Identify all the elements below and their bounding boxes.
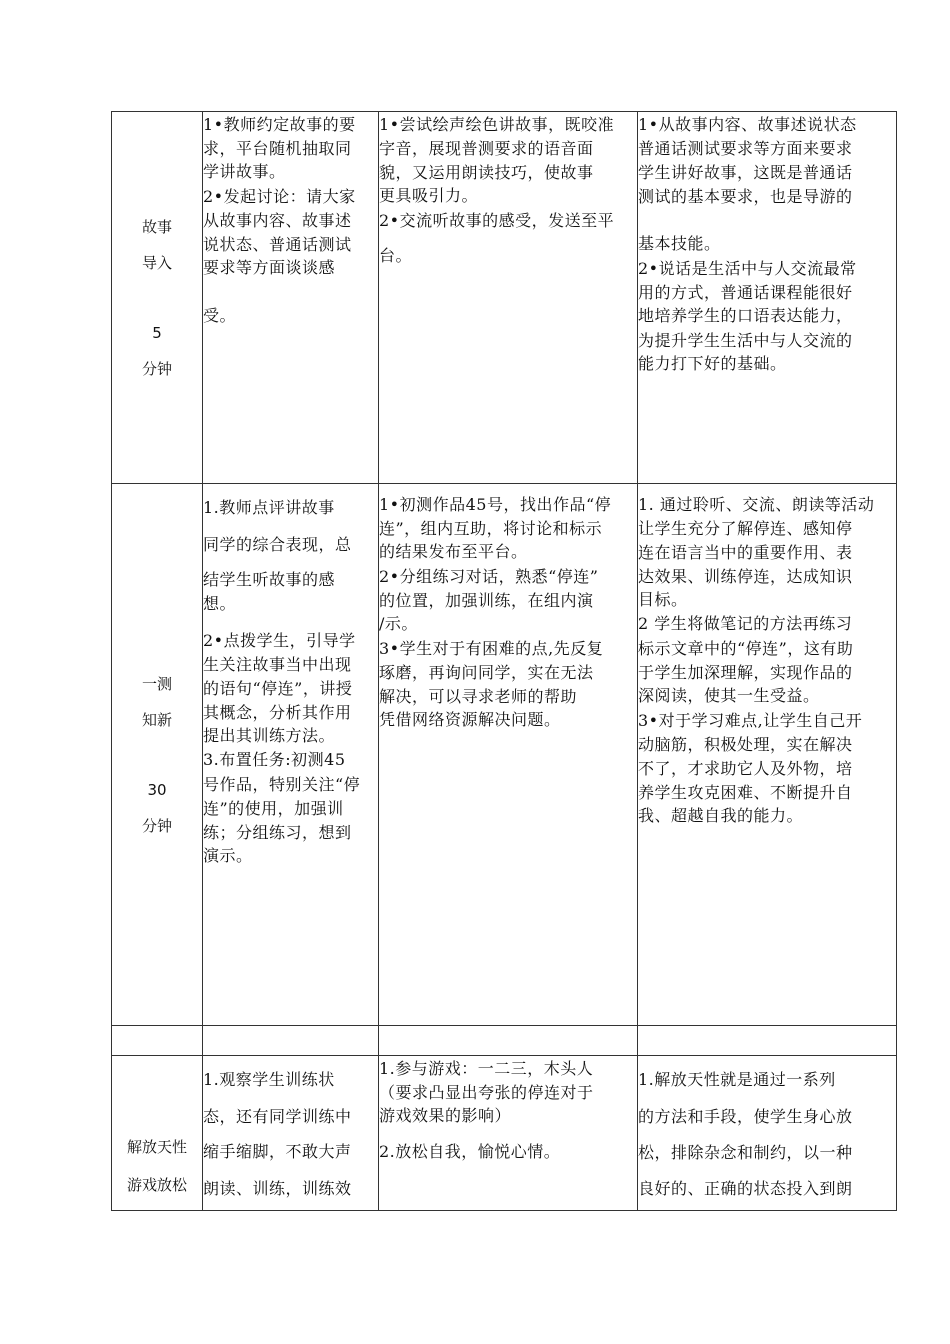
text-line: 同学的综合表现，总 (203, 535, 352, 554)
text-line: 连在语言当中的重要作用、表 (638, 543, 853, 562)
design-intent-cell (638, 1056, 897, 1211)
text-line: 为提升学生生活中与人交流的 (638, 331, 853, 350)
teacher-activity-cell (203, 1056, 379, 1211)
text-line: 貌，又运用朗读技巧，使故事 (379, 163, 594, 182)
text-line: 想。 (203, 594, 237, 613)
text-line: （要求凸显出夸张的停连对于 (379, 1083, 594, 1102)
lesson-plan-table (111, 111, 897, 1211)
text-line: 台。 (379, 246, 413, 265)
text-line: 求，平台随机抽取同 (203, 139, 352, 158)
text-line: 号作品，特别关注“停 (203, 775, 361, 794)
text-line: 养学生攻克困难、不断提升自 (638, 783, 853, 802)
stage-label-line: 解放天性 (126, 1138, 187, 1156)
text-line: 标示文章中的“停连”，这有助 (638, 639, 854, 658)
text-line: 松，排除杂念和制约，以一种 (638, 1143, 853, 1162)
text-line: 连”，组内互助，将讨论和标示 (379, 519, 603, 538)
table-row (112, 1026, 897, 1056)
text-line: 1.解放天性就是通过一系列 (638, 1070, 836, 1089)
teacher-activity-cell (203, 112, 379, 484)
text-line: 1•教师约定故事的要 (203, 115, 356, 134)
stage-duration-unit: 分钟 (141, 816, 172, 835)
text-line: 达效果、训练停连，达成知识 (638, 567, 853, 586)
text-line: 演示。 (203, 846, 253, 865)
teacher-activity-cell (203, 484, 379, 1026)
text-line: 2•交流听故事的感受，发送至平 (379, 211, 615, 230)
text-line: 1•尝试绘声绘色讲故事，既咬准 (379, 115, 615, 134)
text-line: 我、超越自我的能力。 (638, 806, 804, 825)
text-line: 2•说话是生活中与人交流最常 (638, 259, 857, 278)
text-line: 练；分组练习，想到 (203, 823, 352, 842)
text-line: 结学生听故事的感 (203, 570, 336, 589)
text-line: 说状态、普通话测试 (203, 235, 352, 254)
text-line: 受。 (203, 306, 237, 325)
text-line: 1.参与游戏：一二三，木头人 (379, 1059, 594, 1078)
text-line: 要求等方面谈谈感 (203, 258, 336, 277)
empty-cell (112, 1026, 203, 1056)
stage-label-line: 知新 (141, 710, 172, 729)
text-line: 更具吸引力。 (379, 186, 479, 205)
text-line: 态，还有同学训练中 (203, 1107, 352, 1126)
text-line: 3.布置任务:初测45 (203, 750, 346, 769)
text-line: 朗读、训练，训练效 (203, 1179, 352, 1198)
text-line: 的语句“停连”，讲授 (203, 679, 353, 698)
table-row (112, 1056, 897, 1211)
student-activity-cell (379, 1056, 638, 1211)
text-line: 3•对于学习难点,让学生自己开 (638, 711, 863, 730)
text-line: 提出其训练方法。 (203, 726, 336, 745)
text-line: 用的方式，普通话课程能很好 (638, 283, 853, 302)
text-line: 普通话测试要求等方面来要求 (638, 139, 853, 158)
text-line: 琢磨，再询问同学，实在无法 (379, 663, 594, 682)
stage-duration: 5 (152, 323, 162, 342)
text-line: 基本技能。 (638, 234, 721, 253)
text-line: 良好的、正确的状态投入到朗 (638, 1179, 853, 1198)
text-line: 游戏效果的影响） (379, 1106, 512, 1125)
text-line: 让学生充分了解停连、感知停 (638, 519, 853, 538)
text-line: 的位置，加强训练，在组内演 (379, 591, 594, 610)
text-line: 测试的基本要求，也是导游的 (638, 187, 853, 206)
text-line: 2•点拨学生，引导学 (203, 631, 356, 650)
text-line: 1.观察学生训练状 (203, 1070, 335, 1089)
text-line: 地培养学生的口语表达能力， (638, 306, 853, 325)
stage-label-cell (112, 484, 203, 1026)
stage-label-cell (112, 1056, 203, 1211)
student-activity-cell (379, 484, 638, 1026)
text-line: 2 学生将做笔记的方法再练习 (638, 614, 853, 633)
text-line: 1. 通过聆听、交流、朗读等活动 (638, 495, 875, 514)
text-line: 连”的使用，加强训 (203, 799, 344, 818)
text-line: 从故事内容、故事述 (203, 211, 352, 230)
text-line: 的方法和手段，使学生身心放 (638, 1107, 853, 1126)
stage-label-cell (112, 112, 203, 484)
text-line: 不了，才求助它人及外物，培 (638, 759, 853, 778)
text-line: 1.教师点评讲故事 (203, 498, 335, 517)
design-intent-cell (638, 112, 897, 484)
text-line: 目标。 (638, 590, 688, 609)
empty-cell (203, 1026, 379, 1056)
stage-label-line: 一测 (141, 674, 172, 693)
text-line: 于学生加深理解，实现作品的 (638, 663, 853, 682)
text-line: 动脑筋，积极处理，实在解决 (638, 735, 853, 754)
text-line: 生关注故事当中出现 (203, 655, 352, 674)
stage-duration-unit: 分钟 (141, 359, 172, 378)
text-line: 2.放松自我，愉悦心情。 (379, 1142, 561, 1161)
stage-label-line: 游戏放松 (126, 1176, 187, 1194)
text-line: /示。 (379, 614, 418, 633)
text-line: 能力打下好的基础。 (638, 354, 787, 373)
empty-cell (379, 1026, 638, 1056)
design-intent-cell (638, 484, 897, 1026)
text-line: 学讲故事。 (203, 162, 286, 181)
text-line: 凭借网络资源解决问题。 (379, 710, 561, 729)
text-line: 3•学生对于有困难的点,先反复 (379, 639, 604, 658)
stage-label-line: 导入 (141, 253, 172, 272)
text-line: 1•从故事内容、故事述说状态 (638, 115, 857, 134)
text-line: 2•发起讨论：请大家 (203, 187, 356, 206)
student-activity-cell (379, 112, 638, 484)
text-line: 深阅读，使其一生受益。 (638, 686, 820, 705)
stage-duration: 30 (147, 780, 167, 799)
text-line: 字音，展现普测要求的语音面 (379, 139, 594, 158)
text-line: 1•初测作品45号，找出作品“停 (379, 495, 612, 514)
text-line: 其概念，分析其作用 (203, 703, 352, 722)
text-line: 的结果发布至平台。 (379, 542, 528, 561)
text-line: 学生讲好故事，这既是普通话 (638, 163, 853, 182)
text-line: 解决，可以寻求老师的帮助 (379, 687, 578, 706)
stage-label-line: 故事 (141, 217, 172, 236)
table-row (112, 112, 897, 484)
table-row (112, 484, 897, 1026)
text-line: 2•分组练习对话，熟悉“停连” (379, 567, 599, 586)
text-line: 缩手缩脚，不敢大声 (203, 1142, 352, 1161)
empty-cell (638, 1026, 897, 1056)
